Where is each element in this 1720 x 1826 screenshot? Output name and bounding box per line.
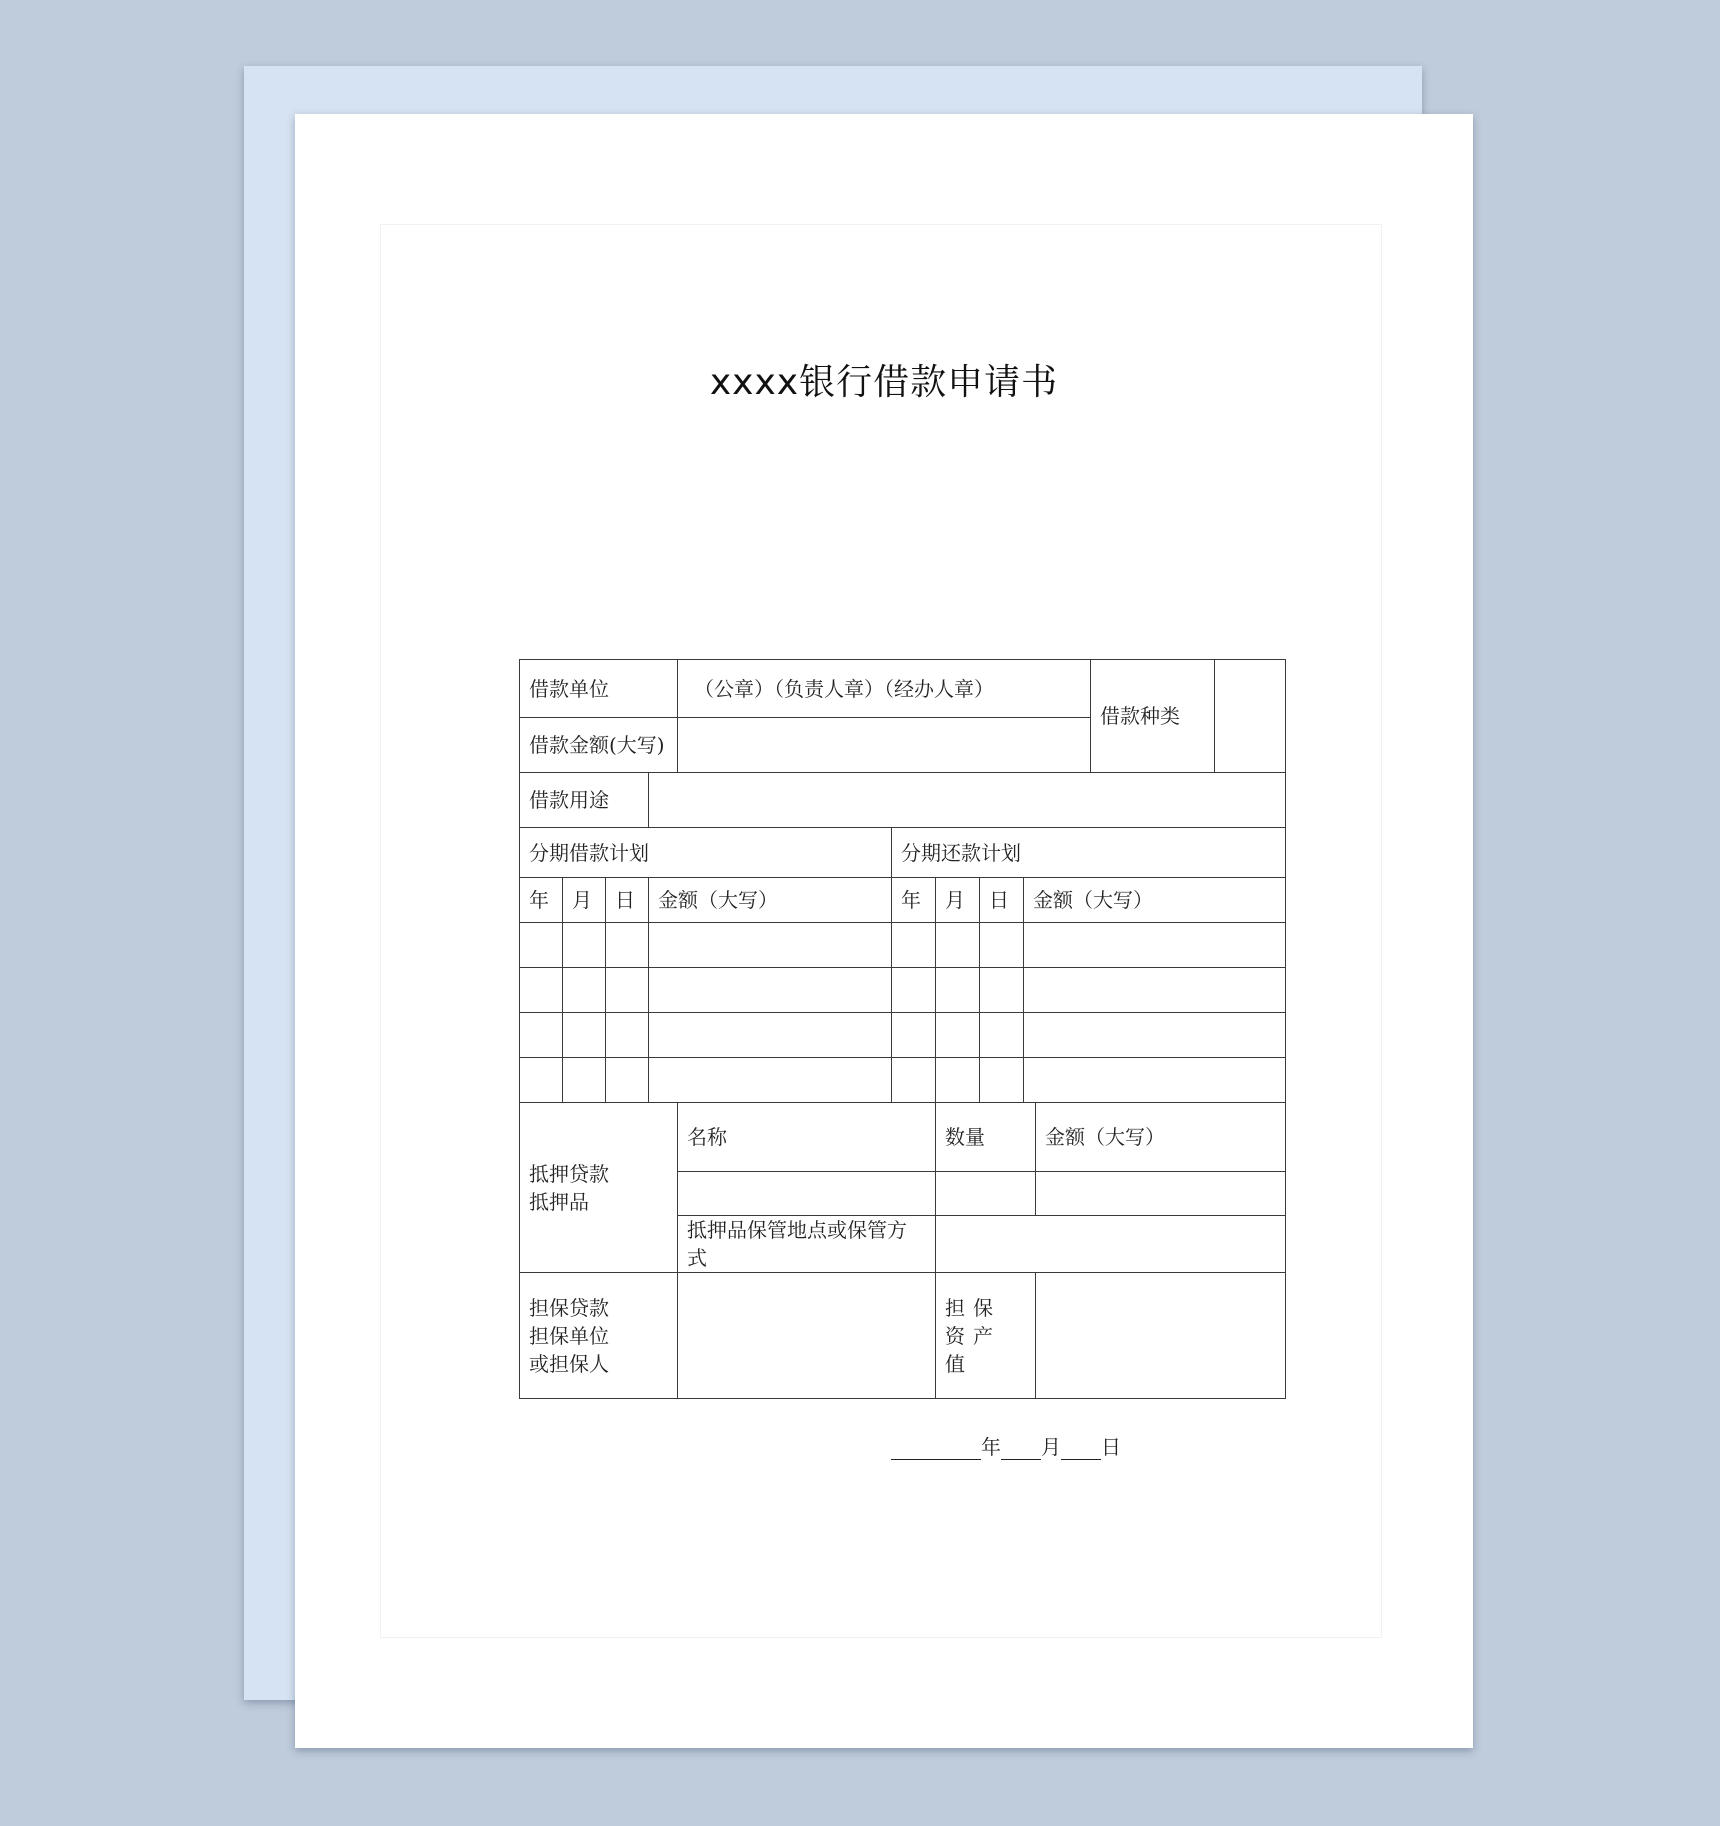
guarantee-row — [520, 1273, 1286, 1399]
plan-cell[interactable] — [563, 1058, 606, 1103]
plan-header-row — [520, 828, 1286, 878]
page-title: xxxx银行借款申请书 — [709, 362, 1059, 403]
plan-cell[interactable] — [980, 923, 1024, 968]
plan-cell[interactable] — [649, 968, 892, 1013]
plan-cell[interactable] — [892, 1013, 936, 1058]
guarantee-asset-label: 担保资产值 — [936, 1273, 1036, 1399]
plan-cell[interactable] — [892, 1058, 936, 1103]
plan-cell[interactable] — [936, 968, 980, 1013]
plan-row — [520, 1058, 1286, 1103]
guarantee-label-line2: 担保单位 — [529, 1323, 609, 1348]
loan-application-form — [519, 659, 1286, 1399]
plan-columns-row — [520, 878, 1286, 923]
seals-text: （公章）（负责人章）（经办人章） — [678, 660, 1091, 718]
year-blank[interactable] — [891, 1437, 981, 1460]
collateral-amount-field[interactable] — [1036, 1172, 1286, 1216]
collateral-name-field[interactable] — [678, 1172, 936, 1216]
plan-cell[interactable] — [520, 923, 563, 968]
plan-row — [520, 923, 1286, 968]
month-blank[interactable] — [1001, 1437, 1041, 1460]
plan-cell[interactable] — [892, 968, 936, 1013]
plan-cell[interactable] — [563, 968, 606, 1013]
custody-label: 抵押品保管地点或保管方式 — [678, 1216, 936, 1273]
loan-amount-label: 借款金额(大写) — [520, 718, 678, 773]
plan-cell[interactable] — [649, 1013, 892, 1058]
borrow-month-header: 月 — [563, 878, 606, 923]
loan-purpose-field[interactable] — [649, 773, 1286, 828]
plan-cell[interactable] — [1024, 923, 1286, 968]
month-label: 月 — [1041, 1435, 1061, 1459]
plan-cell[interactable] — [520, 1058, 563, 1103]
borrow-year-header: 年 — [520, 878, 563, 923]
collateral-name-header: 名称 — [678, 1103, 936, 1172]
repay-amount-header: 金额（大写） — [1024, 878, 1286, 923]
plan-cell[interactable] — [980, 1058, 1024, 1103]
guarantee-label-line1: 担保贷款 — [529, 1295, 609, 1320]
document-page — [295, 114, 1473, 1748]
day-label: 日 — [1101, 1435, 1121, 1459]
plan-cell[interactable] — [1024, 968, 1286, 1013]
plan-cell[interactable] — [1024, 1013, 1286, 1058]
plan-cell[interactable] — [606, 1013, 649, 1058]
borrow-amount-header: 金额（大写） — [649, 878, 892, 923]
installment-borrow-plan-label: 分期借款计划 — [520, 828, 892, 878]
plan-cell[interactable] — [980, 1013, 1024, 1058]
plan-cell[interactable] — [606, 1058, 649, 1103]
plan-cell[interactable] — [936, 1058, 980, 1103]
custody-field[interactable] — [936, 1216, 1286, 1273]
plan-cell[interactable] — [892, 923, 936, 968]
loan-amount-field[interactable] — [678, 718, 1091, 773]
loan-purpose-label: 借款用途 — [520, 773, 649, 828]
guarantee-label-line3: 或担保人 — [529, 1351, 609, 1376]
mortgage-header-row — [520, 1103, 1286, 1172]
repay-day-header: 日 — [980, 878, 1024, 923]
plan-cell[interactable] — [520, 968, 563, 1013]
day-blank[interactable] — [1061, 1437, 1101, 1460]
plan-cell[interactable] — [606, 968, 649, 1013]
plan-cell[interactable] — [649, 1058, 892, 1103]
plan-cell[interactable] — [980, 968, 1024, 1013]
loan-type-label: 借款种类 — [1091, 660, 1215, 773]
plan-cell[interactable] — [649, 923, 892, 968]
plan-cell[interactable] — [936, 923, 980, 968]
collateral-amount-header: 金额（大写） — [1036, 1103, 1286, 1172]
year-label: 年 — [981, 1435, 1001, 1459]
repay-year-header: 年 — [892, 878, 936, 923]
borrower-unit-label: 借款单位 — [520, 660, 678, 718]
guarantee-asset-field[interactable] — [1036, 1273, 1286, 1399]
plan-cell[interactable] — [606, 923, 649, 968]
loan-purpose-row — [520, 773, 1286, 828]
plan-cell[interactable] — [520, 1013, 563, 1058]
mortgage-label — [520, 1103, 678, 1273]
collateral-quantity-header: 数量 — [936, 1103, 1036, 1172]
plan-cell[interactable] — [1024, 1058, 1286, 1103]
plan-cell[interactable] — [563, 1013, 606, 1058]
plan-row — [520, 1013, 1286, 1058]
guarantor-field[interactable] — [678, 1273, 936, 1399]
installment-repay-plan-label: 分期还款计划 — [892, 828, 1286, 878]
loan-type-field[interactable] — [1215, 660, 1286, 773]
borrower-row — [520, 660, 1286, 718]
plan-cell[interactable] — [563, 923, 606, 968]
mortgage-label-line2: 抵押品 — [529, 1189, 589, 1214]
guarantee-label — [520, 1273, 678, 1399]
repay-month-header: 月 — [936, 878, 980, 923]
borrow-day-header: 日 — [606, 878, 649, 923]
mortgage-label-line1: 抵押贷款 — [529, 1161, 609, 1186]
plan-row — [520, 968, 1286, 1013]
plan-cell[interactable] — [936, 1013, 980, 1058]
date-line — [891, 1431, 1121, 1460]
collateral-quantity-field[interactable] — [936, 1172, 1036, 1216]
